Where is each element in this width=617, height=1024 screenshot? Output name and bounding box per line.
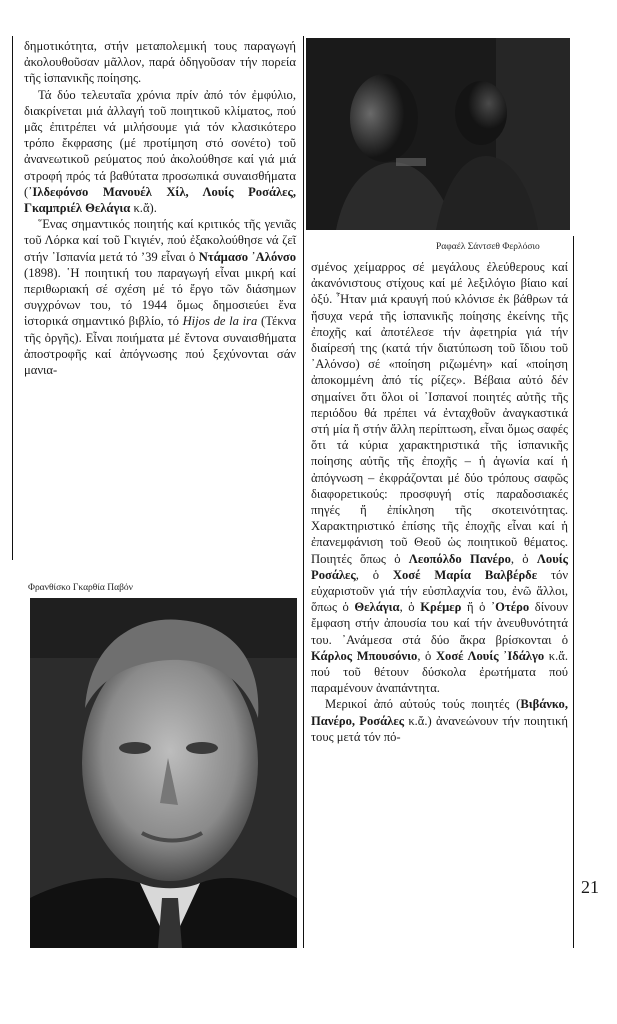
page-number: 21 <box>581 877 599 897</box>
right-text-column <box>311 259 568 745</box>
paragraph: Μερικοί ἀπό αὐτούς τούς ποιητές (Βιβάνκο, Πανέρο, Ροσάλες κ.ἄ.) ἀνανεώνουν τήν ποιητική τους μετά τόν πό- <box>311 697 568 744</box>
right-margin-rule <box>573 236 574 948</box>
column-divider-rule <box>303 36 304 948</box>
poet-names: ᾿Ιλδεφόνσο Μανουέλ Χίλ, Λουίς Ροσάλες, Γκαμπριέλ Θελάγια <box>24 184 296 216</box>
poet-name: Ντάμασο ᾿Αλόνσο <box>198 249 297 264</box>
paragraph: δημοτικότητα, στήν μεταπολεμική τους παραγωγή ἀκολουθοῦσαν μᾶλλον, παρά ὁδηγοῦσαν τήν πορεία τῆς ἱσπανικῆς ποίησης. <box>24 39 296 86</box>
left-margin-rule <box>12 36 13 560</box>
paragraph: ῞Ενας σημαντικός ποιητής καί κριτικός τῆς γενιᾶς τοῦ Λόρκα καί τοῦ Γκιγιέν, πού ἐξακολούθησε νά ζεῖ στήν ᾿Ισπανία μετά τό ’39 εἶναι ὁ Ντάμασο ᾿Αλόνσο (1898). ῾Η ποιητική του παραγωγή εἶναι μικρή καί περιθωριακή σέ σχέση μέ τό ἔργο τῶν διάσημων συγχρόνων του, τό 1944 ὅμως δημοσιεύει ἕνα ἱστορικά σημαντικό βιβλίο, τό Hijos de la ira (Τέκνα τῆς ὀργῆς). Εἶναι ποιήματα μέ ἔντονα συναισθήματα ἀποστροφῆς καί ἀπόγνωσης πού ξεχύνονται σάν μανια- <box>24 217 297 378</box>
book-title: Hijos de la ira <box>182 314 258 329</box>
portrait-photo-ferlosio <box>306 38 570 230</box>
left-text-column <box>24 38 296 378</box>
paragraph: σμένος χείμαρρος σέ μεγάλους ἐλεύθερους καί ἀκανόνιστους στίχους καί μέ λεξιλόγιο βίαιο καί ὀξύ. ῏Ηταν μιά κραυγή πού κλόνισε ἐκ βάθρων τά ἥσυχα νερά τῆς ἱσπανικῆς ποίησης ἐκείνης τῆς ἐποχῆς καί ἀποτέλεσε τήν ἀφετηρία γιά τήν διαίρεσή της (κατά τήν διατύπωση τοῦ ἴδιου τοῦ ᾿Αλόνσο) σέ «ποίηση ριζωμένη» καί «ποίηση ἀποκομμένη ἀπό τίς ρίζες». Βέβαια αὐτό δέν σημαίνει ὅτι ὅλοι οἱ ᾿Ισπανοί ποιητές αὐτῆς τῆς περιόδου θά πρέπει νά ἐνταχθοῦν ἀναγκαστικά στή μία ἤ στήν ἄλλη περίπτωση, εἶναι ὅμως σαφές ὅτι τά κύρια χαρακτηριστικά τῆς ἱσπανικῆς ποίησης αὐτῆς τῆς ἐποχῆς – ἡ ἀγωνία καί ἡ ἀπόγνωση – ἐκφράζονται μέ δύο τρόπους σαφῶς διαφορετικούς: προσφυγή στίς παραδοσιακές πηγές ἤ ἐπίκληση τῆς σκοτεινότητας. Χαρακτηριστικό ἐπίσης τῆς ἐποχῆς εἶναι καί ἡ ἐπανεμφάνιση τοῦ Θεοῦ ὡς ποιητικοῦ θέματος. Ποιητές ὅπως ὁ Λεοπόλδο Πανέρο, ὁ Λουίς Ροσάλες, ὁ Χοσέ Μαρία Βαλβέρδε τόν εὐχαριστοῦν γιά τήν εὐσπλαχνία του, ἐνῶ ἄλλοι, ὅπως ὁ Θελάγια, ὁ Κρέμερ ἤ ὁ ᾿Οτέρο δίνουν ἔμφαση στήν ἀπουσία του καί τήν ἀνευθυνότητά του. ᾿Ανάμεσα στά δύο ἄκρα βρίσκονται ὁ Κάρλος Μπουσόνιο, ὁ Χοσέ Λουίς ᾿Ιδάλγο κ.ἄ. πού τοῦ θέτουν δύσκολα ἐρωτήματα πού παραμένουν ἀναπάντητα. <box>311 260 569 696</box>
paragraph: Τά δύο τελευταῖα χρόνια πρίν ἀπό τόν ἐμφύλιο, διακρίνεται μιά ἀλλαγή τοῦ ποιητικοῦ κλίματος, πού μᾶς ἐπιτρέπει νά μιλήσουμε γιά τόν κλασικότερο τρόπο ἔκφρασης (μέ προτίμηση στό σονέτο) τοῦ ἀνανεωτικοῦ ρεύματος πού ἀκολούθησε καί γιά μιά στροφή πρός τά βαθύτατα προσωπικά συναισθήματα (᾿Ιλδεφόνσο Μανουέλ Χίλ, Λουίς Ροσάλες, Γκαμπριέλ Θελάγια κ.ἄ). <box>24 87 296 216</box>
photo-caption-ferlosio: Ραφαέλ Σάντσεθ Φερλόσιο <box>436 242 540 252</box>
photo-caption-pavon: Φρανθίσκο Γκαρθία Παβόν <box>28 583 133 593</box>
poet-names: Βιβάνκο, Πανέρο, Ροσάλες <box>311 697 568 728</box>
portrait-photo-pavon <box>30 598 297 948</box>
